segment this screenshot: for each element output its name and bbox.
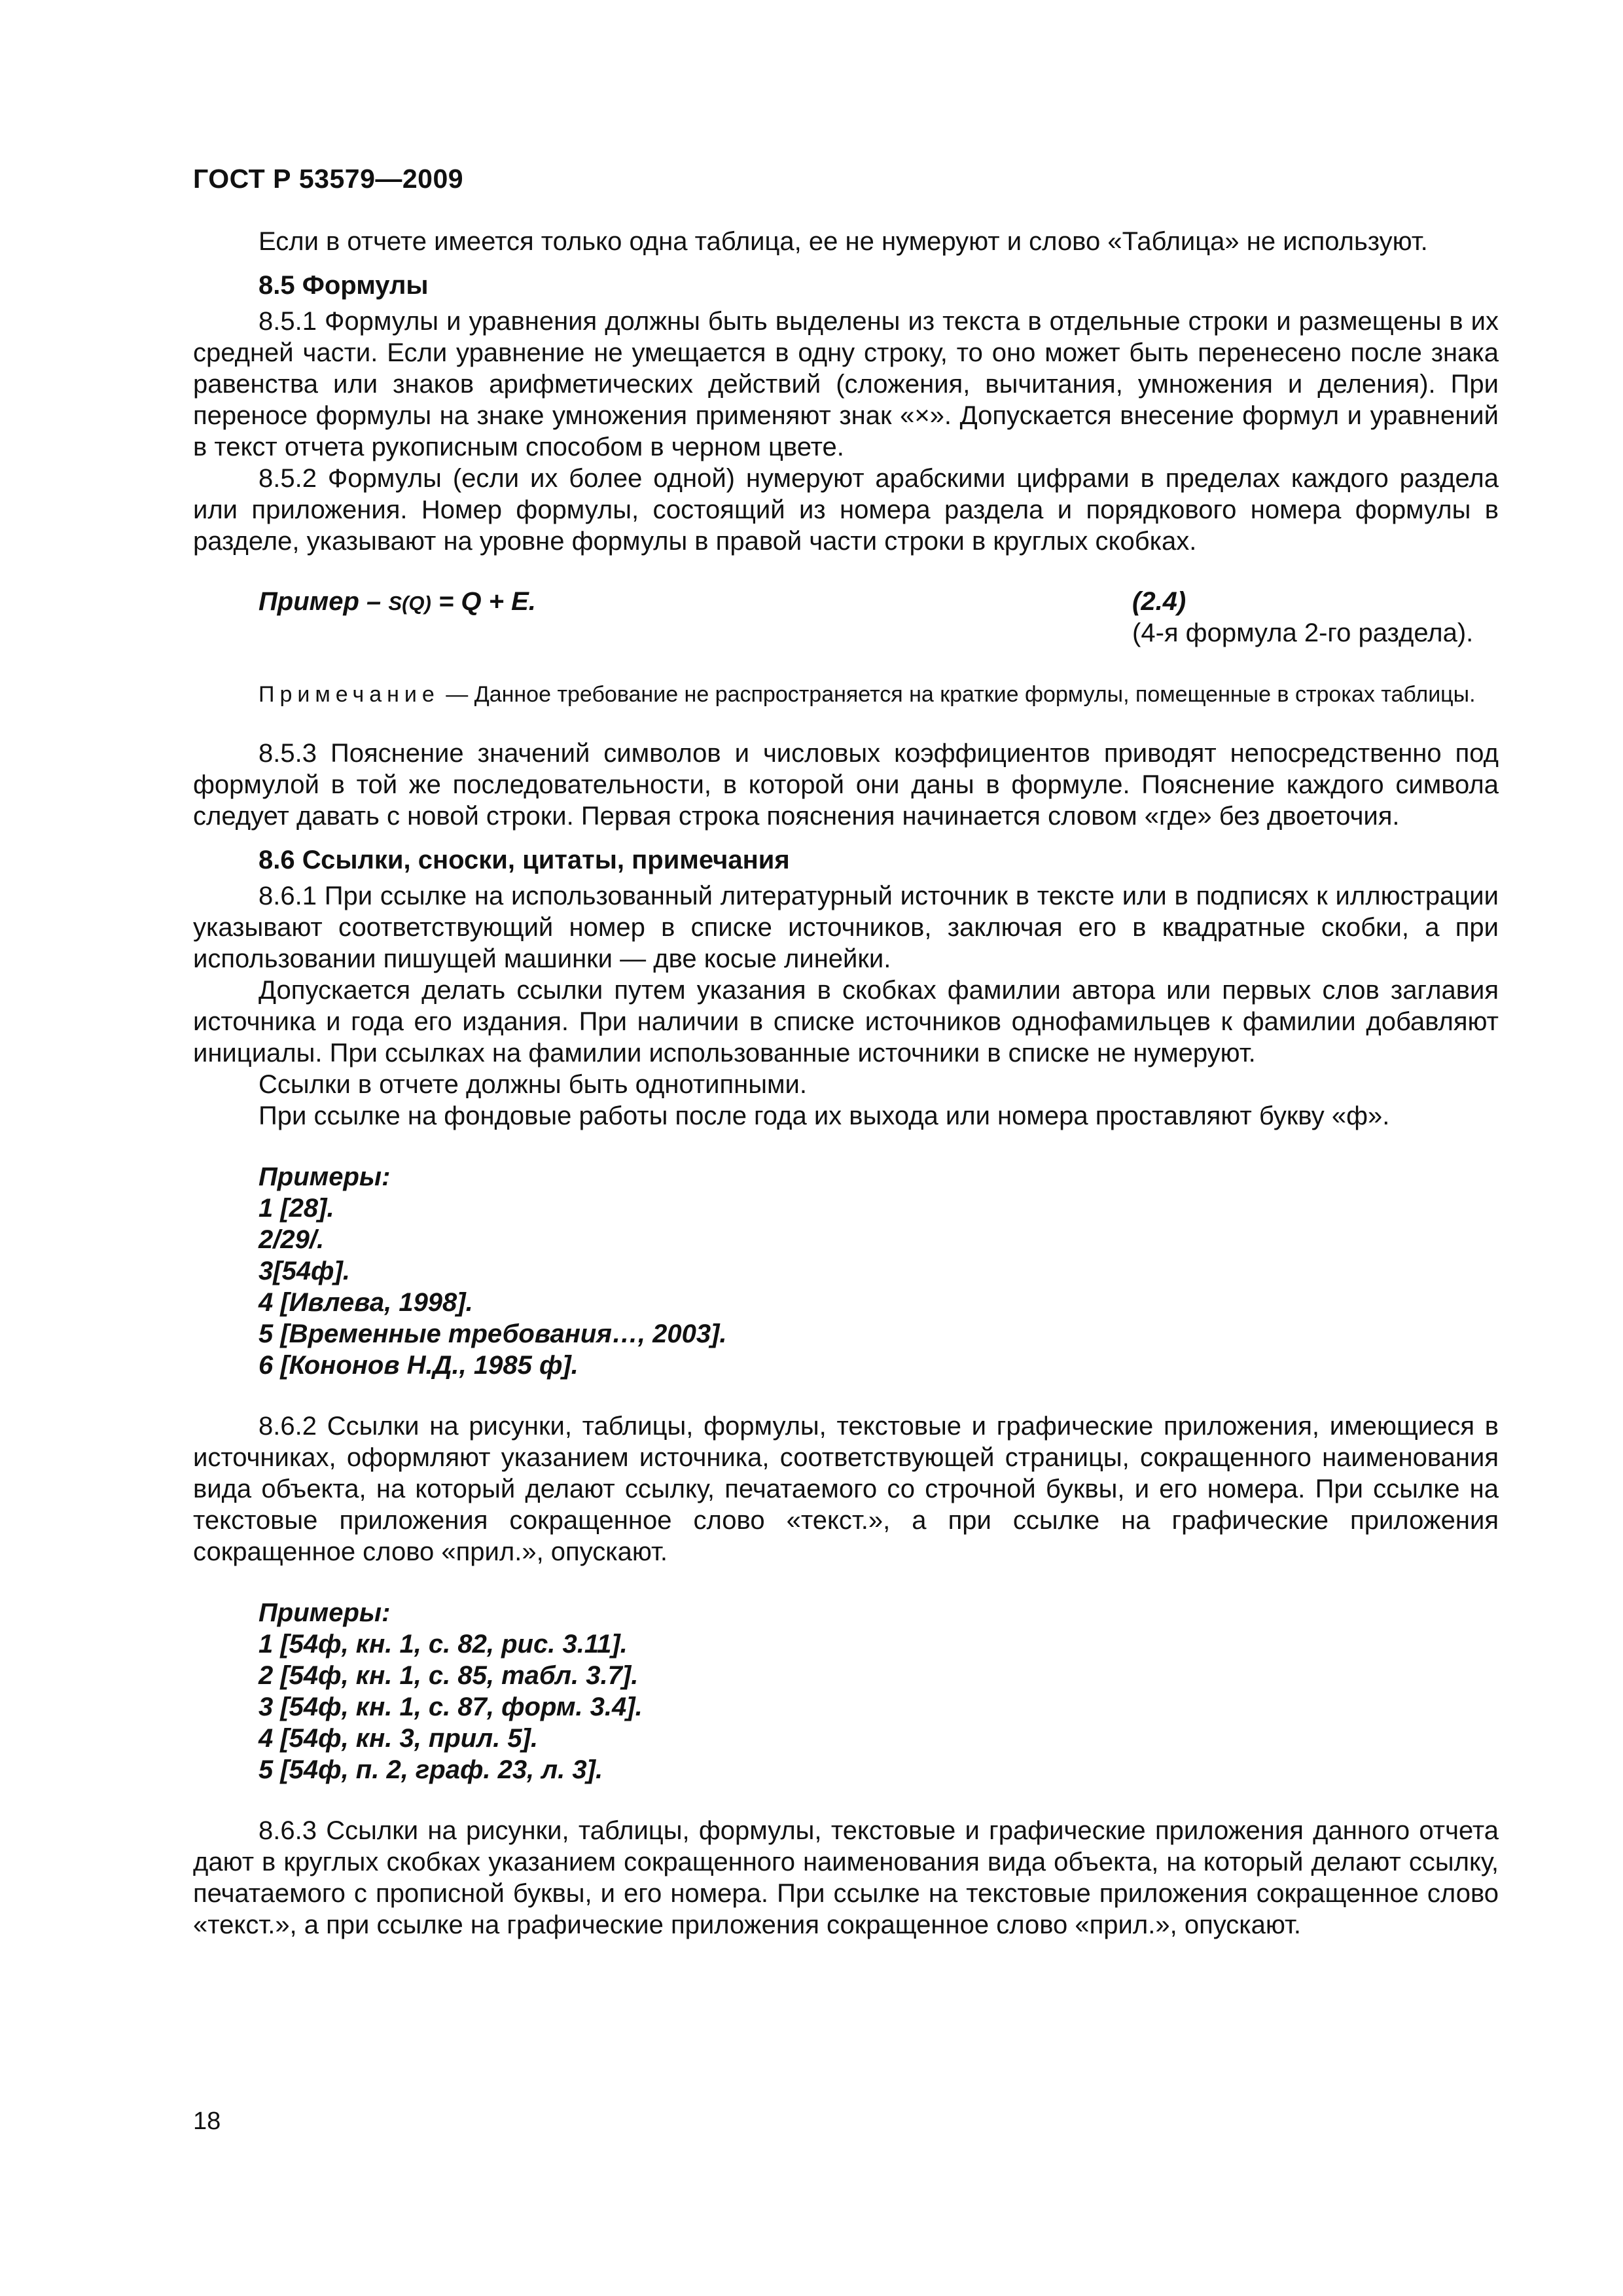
formula-lhs: S(Q) [388,592,431,615]
page-content [193,226,1499,1941]
paragraph-8-5-1: 8.5.1 Формулы и уравнения должны быть выделены из текста в отдельные строки и размещены в их средней части. Если уравнение не умещается в одну строку, то оно может быть перенесено после знака равенства или знаков арифметических действий (сложения, вычитания, умножения и деления). При переносе формулы на знаке умножения применяют знак «×». Допускается внесение формул и уравнений в текст отчета рукописным способом в черном цвете. [193,307,1499,461]
paragraph-8-5-3: 8.5.3 Пояснение значений символов и числовых коэффициентов приводят непосредственно под формулой в той же последовательности, в которой они даны в формуле. Пояснение каждого символа следует давать с новой строки. Первая строка пояснения начинается словом «где» без двоеточия. [193,739,1499,831]
formula-expression [259,586,536,619]
example-item: 5 [54ф, п. 2, граф. 23, л. 3]. [259,1755,603,1784]
examples-list-2 [259,1597,1499,1785]
paragraph-8-6-2: 8.6.2 Ссылки на рисунки, таблицы, формулы, текстовые и графические приложения, имеющиеся в источниках, оформляют указанием источника, соответствующей страницы, сокращенного наименования вида объекта, на который делают ссылку, печатаемого со строчной буквы, и его номера. При ссылке на текстовые приложения сокращенное слово «текст.», а при ссылке на графические приложения сокращенное слово «прил.», опускают. [193,1412,1499,1566]
paragraph-8-6-1: 8.6.1 При ссылке на использованный литературный источник в тексте или в подписях к иллюстрации указывают соответствующий номер в списке источников, заключая его в квадратные скобки, а при использовании пишущей машинки — две косые линейки. [193,882,1499,973]
note-text: — Данное требование не распространяется на краткие формулы, помещенные в строках таблицы. [439,682,1476,707]
section-heading-8-5: 8.5 Формулы [259,271,429,300]
examples-title: Примеры: [259,1162,391,1191]
formula-number-block [1132,586,1473,649]
formula-comment: (4-я формула 2-го раздела). [1132,619,1474,647]
example-item: 4 [54ф, кн. 3, прил. 5]. [259,1724,539,1753]
formula-rhs: = Q + E. [431,587,536,616]
paragraph-intro: Если в отчете имеется только одна таблица, ее не нумеруют и слово «Таблица» не используют. [259,227,1428,256]
example-item: 3[54ф]. [259,1257,350,1285]
example-item: 1 [28]. [259,1194,334,1223]
example-item: 6 [Кононов Н.Д., 1985 ф]. [259,1351,579,1380]
note-label: Примечание [259,682,440,707]
formula-prefix: Пример – [259,587,389,616]
paragraph-8-6-1d: При ссылке на фондовые работы после года их выхода или номера проставляют букву «ф». [259,1102,1390,1130]
formula-example [193,586,1499,651]
example-item: 3 [54ф, кн. 1, с. 87, форм. 3.4]. [259,1693,643,1721]
note-paragraph [193,681,1499,708]
paragraph-8-6-1c: Ссылки в отчете должны быть однотипными. [259,1070,807,1099]
paragraph-8-6-1b: Допускается делать ссылки путем указания в скобках фамилии автора или первых слов заглавия источника и года его издания. При наличии в списке источников однофамильцев к фамилии добавляют инициалы. При ссылках на фамилии использованные источники в списке не нумеруют. [193,976,1499,1067]
examples-list-1 [259,1161,1499,1381]
document-header: ГОСТ Р 53579—2009 [193,164,464,194]
paragraph-8-6-3: 8.6.3 Ссылки на рисунки, таблицы, формулы, текстовые и графические приложения данного отчета дают в круглых скобках указанием сокращенного наименования вида объекта, на который делают ссылку, печатаемого с прописной буквы, и его номера. При ссылке на текстовые приложения сокращенное слово «текст.», а при ссылке на графические приложения сокращенное слово «прил.», опускают. [193,1816,1499,1939]
example-item: 5 [Временные требования…, 2003]. [259,1319,727,1348]
examples-title: Примеры: [259,1598,391,1627]
formula-number: (2.4) [1132,587,1186,616]
page-number: 18 [193,2108,221,2135]
example-item: 2 [54ф, кн. 1, с. 85, табл. 3.7]. [259,1661,639,1690]
section-heading-8-6: 8.6 Ссылки, сноски, цитаты, примечания [259,846,790,874]
example-item: 1 [54ф, кн. 1, с. 82, рис. 3.11]. [259,1630,628,1659]
example-item: 2/29/. [259,1225,325,1254]
example-item: 4 [Ивлева, 1998]. [259,1288,473,1317]
paragraph-8-5-2: 8.5.2 Формулы (если их более одной) нумеруют арабскими цифрами в пределах каждого раздела или приложения. Номер формулы, состоящий из номера раздела и порядкового номера формулы в разделе, указывают на уровне формулы в правой части строки в круглых скобках. [193,464,1499,556]
